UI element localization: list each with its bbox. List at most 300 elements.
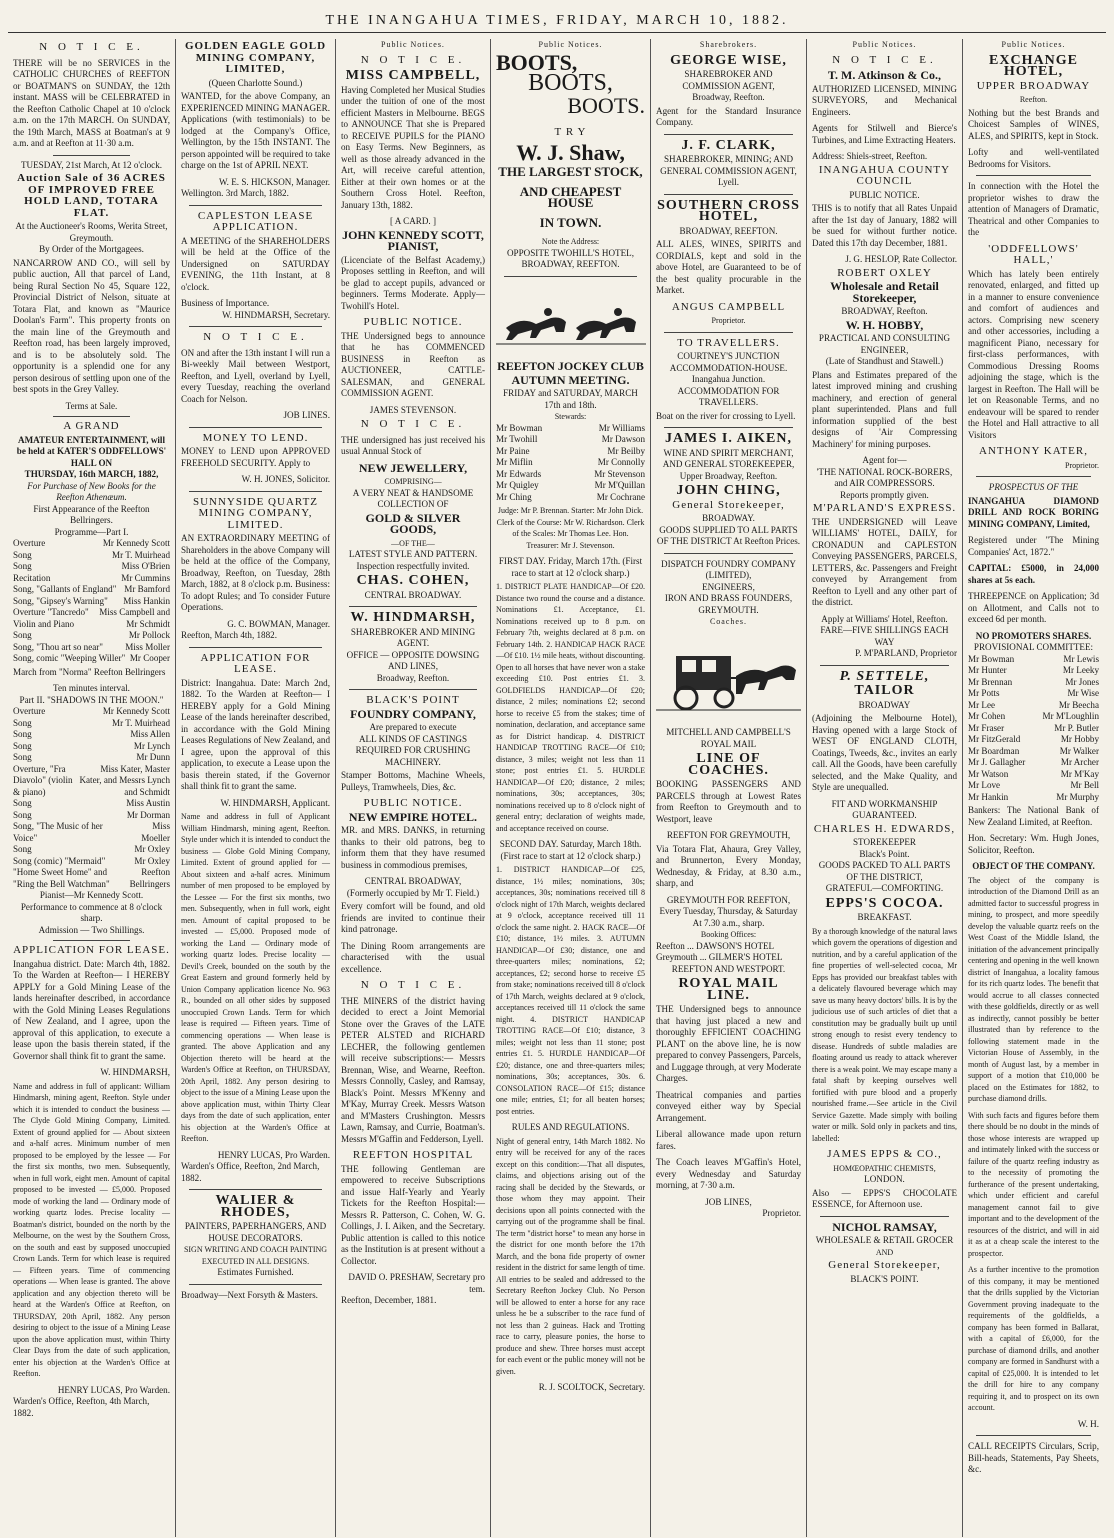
first-appearance: First Appearance of the Reefton Bellringers.: [33, 503, 150, 525]
no-promoters: NO PROMOTERS SHARES.: [975, 630, 1092, 641]
nancarrow-notice: NANCARROW AND CO., will sell by public auction, All that parcel of Land, being Rural Section No 45, Square 122, Provincial District of Nelson, situate at Totara Flat, and known as "Maurice Doolan's Farm". This property fronts on the main line of the Greymouth and Reefton road, has been largely improved, and is to be absolutely sold. The opportunity is a splendid one for any person desirous of settling upon one of the best spots in the Grey Valley.: [13, 257, 170, 394]
officials: Judge: Mr P. Brennan. Starter: Mr John Dick. Clerk of the Course: Mr W. Richardson. Clerk of the Scales: Mr Thomas Lee. Hon. Treasurer: Mr J. Stevenson.: [496, 506, 645, 550]
programme-item: [13, 550, 170, 562]
steward-row-left: Mr Bowman: [496, 422, 543, 433]
golden-eagle-text: WANTED, for the above Company, an EXPERIENCED MINING MANAGER. Applications (with testimonials) to be lodged at the Company's Office, Wellington, by the 15th INSTANT. The person appointed will be required to take charge on the 1st of APRIL NEXT.: [181, 91, 330, 170]
golden-eagle-heading: GOLDEN EAGLE GOLD MINING COMPANY, LIMITED,: [184, 40, 327, 75]
jockey-club: REEFTON JOCKEY CLUB: [497, 359, 644, 373]
lease-application-text: Inangahua district. Date: March 4th, 1882. To the Warden at Reefton— I HEREBY APPLY for a Gold Mining Lease of the lands hereinafter described, in accordance with the Gold Mining Leases Regulations of New Zealand, and I agree, upon the approval of this application, to execute a lease upon the basis therein stated, if the Governor shall think fit to grant the same.: [13, 958, 170, 1061]
programme-item: [13, 741, 170, 753]
new-empire-hotel: NEW EMPIRE HOTEL.: [348, 809, 478, 824]
committee-row-left: Mr Fraser: [968, 722, 1005, 733]
steward-row-right: Mr Stevenson: [594, 468, 645, 479]
programme-item-right: Mr Dunn: [136, 752, 170, 762]
theatrical: Theatrical companies and parties conveyed either way by Special Arrangement.: [656, 1089, 801, 1123]
provisional-committee: PROVISIONAL COMMITTEE:: [973, 642, 1094, 652]
steward-row-left: Mr Paine: [496, 445, 530, 456]
programme-item-left: Song, "Gallants of England": [13, 584, 117, 594]
royal-mail-text: THE Undersigned begs to announce that having just placed a new and thoroughly EFFICIENT COACHING PLANT on the above line, he is now prepared to convey Passengers, Parcels, and Luggage through, at very Moderate Charges.: [656, 1004, 801, 1083]
programme-item-left: Overture "Tancredo" Violin and Piano: [13, 607, 89, 629]
booking-offices: Booking Offices:: [700, 930, 757, 939]
autumn-meeting: AUTUMN MEETING.: [511, 372, 630, 387]
clark-text: SHAREBROKER, MINING; AND GENERAL COMMISSION AGENT,: [660, 154, 797, 176]
nothing-but-best: Nothing but the best Brands and Choicest Samples of WINES, ALES, and SPIRITS, kept in Stock.: [968, 107, 1099, 141]
programme-item: [13, 573, 170, 585]
steward-row: [496, 492, 645, 504]
scoltock: R. J. SCOLTOCK, Secretary.: [538, 1382, 645, 1392]
committee-row: [968, 688, 1099, 700]
programme-item: [13, 607, 170, 630]
heslop: J. G. HESLOP, Rate Collector.: [845, 254, 957, 264]
reefton-westport: REEFTON AND WESTPORT.: [671, 963, 786, 974]
goods-supplied: GOODS SUPPLIED TO ALL PARTS OF THE DISTRICT At Reefton Prices.: [656, 524, 801, 546]
oxley-address: BROADWAY, Reefton.: [841, 306, 928, 316]
latest-style: LATEST STYLE AND PATTERN.: [348, 549, 478, 559]
boots-3: BOOTS.: [567, 92, 645, 118]
app-lease-text: District: Inangahua. Date: March 2nd, 1882. To the Warden at Reefton— I HEREBY apply for a Gold Mining Lease of the lands hereinafter described, in accordance with the Gold Mining Leases Regulations of New Zealand, and I agree, upon the approval of this application, to execute a Lease upon the basis therein stated, if the Governor shall think fit to grant the same.: [181, 677, 330, 791]
to-travellers: TO TRAVELLERS.: [677, 336, 780, 349]
ching-text: General Storekeeper,: [672, 498, 785, 511]
atkinson-text: AUTHORIZED LICENSED, MINING SURVEYORS, and Mechanical Engineers.: [812, 83, 957, 117]
committee-row-right: Mr Bell: [1070, 780, 1099, 790]
lyell: Lyell.: [718, 177, 739, 187]
notice-2: N O T I C E.: [360, 418, 466, 430]
steward-row: [496, 457, 645, 469]
southern-cross-text: ALL ALES, WINES, SPIRITS and CORDIALS, kept and sold in the above Hotel, are Guaranteed to be of the best quality procurable in the Market.: [656, 239, 801, 295]
field: (Formerly occupied by Mr T. Field.): [346, 887, 480, 898]
steward-row-right: Mr Dawson: [601, 434, 645, 444]
greymouth: GREYMOUTH.: [698, 604, 759, 615]
tailor: TAILOR: [854, 683, 915, 698]
committee-row-left: Mr J. Gallagher: [968, 757, 1026, 767]
programme-list-1: [13, 538, 170, 665]
committee-row: [968, 780, 1099, 792]
accommodation: ACCOMMODATION FOR TRAVELLERS.: [677, 385, 780, 407]
march-norma: March from "Norma" Reefton Bellringers: [13, 666, 166, 677]
bedrooms: Lofty and well-ventilated Bedrooms for Visitors.: [968, 147, 1099, 169]
coach-leaves: The Coach leaves M'Gaffin's Hotel, every Wednesday and Saturday morning, at 7·30 a.m.: [656, 1157, 801, 1190]
central-broadway: CENTRAL BROADWAY,: [364, 876, 462, 886]
column-7: [963, 39, 1104, 1537]
wise-agent: Agent for the Standard Insurance Company.: [656, 105, 801, 127]
booking-text: BOOKING PASSENGERS AND PARCELS through at Lowest Rates from Reefton to Greymouth and to Westport, leave: [656, 779, 801, 824]
object-title: OBJECT OF THE COMPANY.: [972, 861, 1095, 871]
programme-item-right: Mr Oxley: [134, 855, 170, 866]
committee-row-right: Mr Lewis: [1063, 653, 1099, 664]
danks-text: MR. and MRS. DANKS, in returning thanks to their old patrons, beg to inform them that they have resumed business in commodious premises,: [341, 825, 485, 870]
programme-item-right: Mr Dorman: [126, 809, 170, 820]
programme-item: [13, 538, 170, 550]
boots-2: BOOTS,: [528, 70, 613, 96]
office-reefton: Reefton ... DAWSON'S HOTEL: [656, 940, 775, 951]
hon-secretary: Hon. Secretary: Wm. Hugh Jones, Solicitor, Reefton.: [968, 833, 1099, 855]
new-jewellery: NEW JEWELLERY,: [358, 460, 468, 475]
programme-item-right: Miss O'Brien: [121, 561, 170, 571]
programme-item-left: Song, "Thou art so near": [13, 641, 104, 652]
breakfast: BREAKFAST.: [857, 912, 912, 922]
anthony-kater: ANTHONY KATER,: [979, 445, 1088, 457]
programme-item: [13, 867, 170, 890]
steward-row-left: Mr Edwards: [496, 468, 542, 479]
catholic-notice: THERE will be no SERVICES in the CATHOLIC CHURCHES of REEFTON or BOATMAN'S on SUNDAY, the 12th instant. MASS will be CELEBRATED in the Reefton Catholic Chapel at 10 o'clock a.m. on the 17th MARCH. On SUNDAY, the 19th March, MASS at Boatman's at 9 a.m. and at Reefton at 11·30 a.m.: [13, 57, 170, 148]
programme-item-right: Mr T. Muirhead: [111, 717, 170, 728]
shaw-address: OPPOSITE TWOHILL'S HOTEL, BROADWAY, REEFTON.: [506, 247, 634, 269]
programme-item-right: Mr Pollock: [128, 630, 170, 640]
amateur-entertainment: AMATEUR ENTERTAINMENT, will be held at KATER'S ODDFELLOWS' HALL ON: [16, 434, 167, 468]
terms-at-sale: Terms at Sale.: [65, 400, 118, 411]
upper-broadway: UPPER BROADWAY: [976, 79, 1091, 92]
steward-row: [496, 480, 645, 492]
admission: Admission — Two Shillings.: [38, 924, 145, 935]
rates-text: THIS is to notify that all Rates Unpaid after the 1st day of January, 1882 will be sued for without further notice. Dated this 17th day December, 1881.: [812, 203, 957, 248]
stewards-title: Stewards:: [554, 412, 587, 421]
general-storekeeper: General Storekeeper,: [828, 1259, 941, 1271]
notice-title: N O T I C E.: [39, 41, 144, 53]
steward-row-right: Mr Williams: [598, 422, 645, 433]
ramsay-text: WHOLESALE & RETAIL GROCER: [815, 1235, 954, 1245]
blacks-point: BLACK'S POINT: [366, 694, 460, 706]
committee-row-left: Mr FitzGerald: [968, 734, 1021, 744]
entertainment-date: THURSDAY, 16th MARCH, 1882,: [24, 469, 159, 479]
public-notice: PUBLIC NOTICE.: [363, 316, 463, 328]
walier-rhodes: WALIER & RHODES,: [215, 1193, 296, 1220]
settele-address: BROADWAY: [858, 699, 911, 710]
money-text: MONEY to LEND upon APPROVED FREEHOLD SECURITY. Apply to: [181, 446, 330, 468]
settele-text: (Adjoining the Melbourne Hotel), Having opened with a large Stock of WEST OF ENGLAND CLOTH, Coatings, Tweeds, &c., invites an early call. All the Goods, have been carefully selected, and the Make Quality, and Style are unequalled.: [812, 713, 957, 792]
turbine-agents: Agents for Stilwell and Bierce's Turbines, and Lime Extracting Heaters.: [812, 123, 957, 145]
preshaw: DAVID O. PRESHAW, Secretary pro tem.: [348, 1272, 485, 1294]
column-4: [491, 39, 651, 1537]
programme-item-right: Miss Allen: [130, 729, 170, 739]
notice-title: N O T I C E.: [360, 53, 466, 66]
bankers: Bankers: The National Bank of New Zealand Limited, at Reefton.: [968, 805, 1099, 827]
committee-row: [968, 700, 1099, 712]
programme-item-left: Overture: [13, 706, 46, 716]
programme-item-left: Song: [13, 844, 32, 854]
wholesale-retail: Wholesale and Retail Storekeeper,: [830, 279, 939, 305]
second-day: SECOND DAY. Saturday, March 18th. (First race to start at 12 o'clock sharp.): [499, 839, 642, 861]
boat: Boat on the river for crossing to Lyell.: [656, 410, 796, 421]
programme-item-left: Song: [13, 740, 32, 751]
public-notice: PUBLIC NOTICE.: [849, 189, 920, 200]
robert-oxley: ROBERT OXLEY: [837, 266, 932, 279]
programme-item-left: Song: [13, 717, 32, 728]
committee-row: [968, 792, 1099, 804]
column-1: [8, 39, 176, 1537]
epps-cocoa: EPPS'S COCOA.: [825, 895, 944, 911]
public-notice-2: PUBLIC NOTICE.: [363, 797, 463, 809]
object-more: With such facts and figures before them there should be no doubt in the minds of those whose interests are wrapped up and intimately linked with the success or failure of the quartz reefing industry as to the necessity of promoting the furtherance of the present undertaking, which under efficient and careful management cannot fail to give important and to the development of the resources of the district, and will in aid it as at a cheap scale the interest to the prospector.: [968, 1110, 1099, 1258]
inspection: Inspection respectfully invited.: [356, 560, 470, 571]
lease-details: Name and address in full of applicant: William Hindmarsh, mining agent, Reefton. Style under which it is intended to conduct the business — The Clyde Gold Mining Company, Limited. Extent of ground applied for — About sixteen and a-half acres. Minimum number of men proposed to be employed by the lessee — For the first six months, two men. Subsequently, when in full work, eight men. Amount of capital proposed to be invested — £5,000. Proposed mode of working the land — Ordinary mode of working quartz lodes. Precise locality — Boatman's district, bounded on the north by the Melbourne, on the west by the Southern Cross, on the south and east by supposed unoccupied Crown Lands. Term for which lease is required — Fifteen years. Time of commencing operations — When lease is granted. The above application and any objection thereto will be heard at the Warden's Office at Reefton, on THURSDAY, 20th April, 1882. Any person desiring to object to the issue of a Mining Lease upon the above application must, within Thirty Clear Days from the date of such application, enter his objection at the Warden's Office at Reefton.: [13, 1081, 170, 1378]
programme-item-right: Miss Kater, Master Kater, and Messrs Lynch and Schmidt: [79, 763, 170, 797]
masthead: THE INANGAHUA TIMES, FRIDAY, MARCH 10, 1882.: [8, 10, 1106, 33]
steward-row-left: Mr Ching: [496, 491, 532, 502]
committee-row-left: Mr Hunter: [968, 665, 1007, 675]
oddfellows-hall: 'ODDFELLOWS' HALL,': [988, 242, 1079, 266]
fare: FARE—FIVE SHILLINGS EACH WAY: [820, 625, 949, 647]
programme-item-right: Mr Oxley: [134, 844, 170, 854]
committee-row: [968, 677, 1099, 689]
programme-item-left: Song: [13, 798, 32, 808]
steward-row: [496, 423, 645, 435]
grand-heading: A GRAND: [63, 420, 120, 432]
comprising: COMPRISING—: [384, 477, 442, 486]
programme-item-right: Mr Kennedy Scott: [102, 706, 170, 716]
programme-item: [13, 653, 170, 665]
hindmarsh-office: OFFICE — OPPOSITE DOWSING AND LINES,: [346, 649, 480, 671]
epps-also: Also — EPPS'S CHOCOLATE ESSENCE, for Afternoon use.: [812, 1187, 957, 1209]
steward-row-right: Mr M'Quillan: [594, 480, 645, 490]
column-header: Public Notices.: [381, 40, 445, 49]
stewards-list: [496, 423, 645, 504]
committee-row-right: Mr Hobby: [1060, 734, 1099, 744]
committee-row-right: Mr P. Butler: [1054, 722, 1099, 733]
reefton-hospital: REEFTON HOSPITAL: [352, 1149, 474, 1161]
coach-illustration: [656, 638, 801, 718]
steward-row-left: Mr Miflin: [496, 457, 533, 467]
walier-text: PAINTERS, PAPERHANGERS, AND HOUSE DECORATORS.: [184, 1221, 327, 1243]
committee-row: [968, 723, 1099, 735]
epps-text: By a thorough knowledge of the natural laws which govern the operations of digestion and nutrition, and by a careful application of the fine properties of well-selected cocoa, Mr Epps has provided our breakfast tables with a delicately flavoured beverage which may save us many heavy doctors' bills. It is by the judicious use of such articles of diet that a constitution may be gradually built up until strong enough to resist every tendency to disease. Hundreds of subtle maladies are floating around us ready to attack wherever there is a weak point. We may escape many a fatal shaft by keeping ourselves well fortified with pure blood and a properly nourished frame.—See article in the Civil Service Gazette. Made simply with boiling water or milk. Sold only in packets and tins, labelled:: [812, 926, 957, 1143]
hindmarsh-heading: W. HINDMARSH,: [350, 610, 476, 625]
programme-part-1: Programme—Part I.: [54, 526, 129, 537]
express-text: THE UNDERSIGNED will Leave WILLIAMS' HOTEL, DAILY, for CRONADUN and CAPLESTON Conveying PASSENGERS, PARCELS, LETTERS, &c. Passengers and Freight conveyed by Arrangement from Reefton to Lyell and any other part of the district.: [812, 516, 957, 607]
courtney-junction: COURTNEY'S JUNCTION ACCOMMODATION-HOUSE.: [669, 351, 788, 373]
sunnyside-text: AN EXTRAORDINARY MEETING of Shareholders in the above Company will be held at the office of the Company, Broadway, Reefton, on Tuesday, 28th March, 1882, at 8 o'clock p.m. Business: To adopt Rules; and To consider Future Operations.: [181, 533, 330, 612]
programme-part-2: Part II. "SHADOWS IN THE MOON.": [19, 694, 164, 705]
iron-founders: IRON AND BRASS FOUNDERS,: [664, 593, 793, 603]
ching-address: BROADWAY.: [702, 513, 755, 523]
notice-title: N O T I C E.: [832, 53, 937, 66]
reefton-december: Reefton, December, 1881.: [341, 1295, 437, 1305]
hospital-text: THE following Gentleman are empowered to receive Subscriptions and issue Half-Yearly and Yearly Tickets for the Reefton Hospital:— Messrs R. Patterson, C. Cohen, W. G. Collings, J. I. Aiken, and the Secretary. Public attention is called to this notice as the Institution is at present without a Collector.: [341, 1163, 485, 1266]
of-the: —OF THE—: [391, 538, 435, 548]
engineers: ENGINEERS,: [702, 581, 755, 592]
committee-row-left: Mr Cohen: [968, 711, 1006, 721]
committee-row: [968, 665, 1099, 677]
committee-row-left: Mr Lee: [968, 699, 996, 710]
atkinson-address: Address: Shiels-street, Reefton.: [812, 151, 928, 161]
notice-3: N O T I C E.: [360, 979, 466, 991]
performance-time: Performance to commence at 8 o'clock sharp.: [20, 901, 163, 923]
national-rock-borers: 'THE NATIONAL ROCK-BORERS, and AIR COMPRESSORS.: [816, 466, 953, 488]
column-header: Sharebrokers.: [699, 40, 758, 49]
kater-proprietor: Proprietor.: [1065, 460, 1099, 470]
programme-item: [13, 718, 170, 730]
reefton-for-greymouth: REEFTON FOR GREYMOUTH,: [666, 830, 791, 840]
homeopathic: HOMŒOPATHIC CHEMISTS,: [833, 1163, 936, 1173]
aiken-text: WINE AND SPIRIT MERCHANT, AND GENERAL STOREKEEPER,: [662, 447, 795, 469]
liberal: Liberal allowance made upon return fares.: [656, 1129, 801, 1151]
hindmarsh-applicant: W. HINDMARSH, Applicant.: [220, 797, 330, 808]
programme-item: [13, 596, 170, 608]
lease-application-title: APPLICATION FOR LEASE.: [13, 944, 170, 956]
london: LONDON.: [864, 1174, 905, 1184]
committee-list: [968, 654, 1099, 804]
blacks-point-2: BLACK'S POINT.: [850, 1273, 919, 1284]
races-day-2: 1. DISTRICT HANDICAP—Of £25, distance, 1½ miles; nominations, 30s; acceptances, 30s; nominations received till 8 o'clock night of 17th March, weights declared at 9 o'clock, acceptance received till 11 o'clock the same night. 2. HACK RACE—Of £10; distance, 1½ miles. 3. AUTUMN HANDICAP—Of £30; distance, one and three-quarters miles; nominations, £2; acceptances, £2; second horse to receive £5 from stake; nominations received till 8 o'clock of 17th March, weights declared at 9 o'clock, acceptances received till 11 o'clock the same night. 4. DISTRICT HANDICAP TROTTING RACE—Of £10; distance, 3 miles; weight not less than 11 stone; post entries £1. 5. HURDLE HANDICAP—Of £20; distance, one and three-quarters miles; nominations, 30s; acceptances, 30s. 6. CONSOLATION RACE—Of £15; distance one mile; entries, £1; for all beaten horses; post entries.: [496, 865, 645, 1116]
column-6: [807, 39, 963, 1537]
largest-stock: THE LARGEST STOCK,: [498, 164, 643, 179]
committee-row-right: Mr Leeky: [1062, 665, 1099, 675]
entertainment-purpose: For Purchase of New Books for the Reefton Athenæum.: [27, 480, 156, 502]
mitchell-campbell: MITCHELL AND CAMPBELL'S ROYAL MAIL: [666, 727, 791, 749]
committee-row: [968, 734, 1099, 746]
programme-item: [13, 642, 170, 654]
scott-text: (Licenciate of the Belfast Academy,) Proposes settling in Reefton, and will be glad to accept pupils, advanced or beginners. Terms Moderate. Apply—Twohill's Hotel.: [341, 254, 485, 311]
sign-writing: SIGN WRITING AND COACH PAINTING EXECUTED IN ALL DESIGNS.: [183, 1245, 328, 1266]
county-council: INANGAHUA COUNTY COUNCIL: [818, 163, 951, 187]
committee-row-right: Mr M'Loughlin: [1042, 711, 1099, 721]
committee-row: [968, 711, 1099, 723]
programme-item-left: Song, comic "Weeping Willer": [13, 653, 126, 663]
mparland-express: M'PARLAND'S EXPRESS.: [812, 502, 957, 514]
in-town: IN TOWN.: [539, 214, 602, 230]
programme-item-right: Mr Cooper: [129, 653, 170, 663]
capleston-heading: CAPLESTON LEASE APPLICATION.: [197, 209, 314, 233]
committee-row: [968, 757, 1099, 769]
assortment: A VERY NEAT & HANDSOME COLLECTION OF: [352, 487, 474, 509]
apply-williams: Apply at Williams' Hotel, Reefton.: [821, 613, 948, 624]
committee-row-right: Mr M'Kay: [1060, 768, 1099, 779]
programme-item: [13, 798, 170, 810]
greymouth-for-reefton: GREYMOUTH FOR REEFTON,: [666, 894, 791, 905]
aiken-heading: JAMES I. AIKEN,: [664, 431, 793, 446]
programme-item: [13, 764, 170, 799]
programme-item-left: Song: [13, 561, 32, 571]
wh-signature: W. H.: [1077, 1418, 1099, 1429]
job-lines: JOB LINES.: [283, 410, 330, 420]
angus-campbell: ANGUS CAMPBELL: [671, 300, 786, 313]
steward-row-right: Mr Connolly: [597, 457, 645, 467]
hindmarsh-address: Broadway, Reefton.: [376, 672, 450, 683]
southern-cross-address: BROADWAY, REEFTON.: [679, 225, 778, 236]
registered: Registered under "The Mining Companies' Act, 1872.": [968, 535, 1099, 557]
estimates: Estimates Furnished.: [217, 1267, 294, 1277]
programme-item-left: Recitation: [13, 572, 51, 583]
steward-row: [496, 446, 645, 458]
atkinson: T. M. Atkinson & Co.,: [827, 68, 942, 82]
goods-packed: GOODS PACKED TO ALL PARTS OF THE DISTRICT,: [818, 860, 951, 882]
column-header: Public Notices.: [538, 40, 603, 49]
committee-row-left: Mr Boardman: [968, 745, 1020, 756]
hall-more: Which has lately been entirely renovated, enlarged, and fitted up in a manner to ensure convenience and comfort of audiences and actors. Comprising new scenery and other accessories, including a magnificent Piano, necessary for first-class performances, with Commodious Dressing Rooms adjoining the stage, which is the largest in Reefton. The Hall will be let on Reasonable Terms, and no endeavour will be spared to render the Hotel and Hall attractive to all Visitors: [968, 268, 1099, 440]
programme-item-left: Song: [13, 809, 32, 820]
cohen-address: CENTRAL BROADWAY.: [364, 589, 462, 600]
programme-item: [13, 584, 170, 596]
programme-item-right: Miss Moeller: [141, 821, 170, 843]
programme-item-right: Mr Kennedy Scott: [102, 538, 170, 548]
programme-item-left: "Home Sweet Home" and "Ring the Bell Watchman": [13, 867, 110, 889]
agent-for: Agent for—: [862, 455, 907, 465]
programme-item-right: Mr T. Muirhead: [111, 549, 170, 560]
gold-silver-goods: GOLD & SILVER GOODS,: [365, 510, 461, 536]
steward-row-left: Mr Twohill: [496, 434, 538, 444]
programme-item: [13, 810, 170, 822]
mail-notice-title: N O T I C E.: [203, 331, 308, 343]
steward-row-right: Mr Beilby: [607, 445, 645, 456]
programme-item-right: Miss Austin: [126, 798, 170, 808]
programme-item-left: Song: [13, 729, 32, 739]
object-text: The object of the company is introduction of the Diamond Drill as an admitted factor to successful progress in mining, to prospect, and more speedily develop the valuable quartz reefs on the West Coast of the Middle Island, the initiation of the advancement principally centering and opening in the well known district of Inangahua, a locality famous for its rich quartz lodes. The benefit that would accrue to all classes connected with these goldfields, directly or as well as indirectly, cannot possibly be better illustrated than by reference to the following statement made in the Victorian House of Assembly, in the month of August last, by a member in support of a motion that £10,000 be placed on the Estimates for 1882, to purchase diamond drills.: [968, 875, 1099, 1103]
race-dates: FRIDAY and SATURDAY, MARCH 17th and 18th.: [503, 388, 638, 410]
programme-item-right: Miss Hankin: [123, 595, 170, 606]
campbell-text: Having Completed her Musical Studies under the tuition of one of the most efficient Masters in Melbourne. BEGS to ANNOUNCE That she is Prepared to RECEIVE PUPILS for the PIANO on Easy Terms. New Beginners, as well as those already advanced in the Art, will receive careful attention, Either at their own homes or at the Southern Cross Hotel. Reefton, January 13th, 1882.: [341, 84, 485, 210]
capleston-text: A MEETING of the SHAREHOLDERS will be held at the Office of the Undersigned on SATURDAY EVENING, the 11th Instant, at 8 o'clock.: [181, 235, 330, 292]
steward-row-right: Mr Cochrane: [596, 491, 645, 502]
pianist: Pianist—Mr Kennedy Scott.: [39, 890, 144, 900]
bowman-manager: G. C. BOWMAN, Manager.: [227, 618, 330, 629]
southern-cross-hotel: SOUTHERN CROSS HOTEL,: [657, 197, 800, 224]
column-5: [651, 39, 807, 1537]
call-receipts: CALL RECEIPTS Circulars, Scrip, Bill-heads, Statements, Pay Sheets, &c.: [968, 1441, 1099, 1474]
hobby: W. H. HOBBY,: [845, 317, 924, 332]
via-text: Via Totara Flat, Ahaura, Grey Valley, and Brunnerton, Every Monday, Wednesday, & Friday, at 8.30 a.m., sharp, and: [656, 843, 801, 888]
job-lines: JOB LINES,: [705, 1196, 752, 1207]
nichol-ramsay: NICHOL RAMSAY,: [832, 1219, 937, 1234]
fit-guaranteed: FIT AND WORKMANSHIP GUARANTEED.: [831, 798, 938, 820]
and: AND: [875, 1247, 894, 1257]
programme-item: [13, 844, 170, 856]
clark-heading: J. F. CLARK,: [681, 137, 776, 153]
capital: CAPITAL: £5000, in 24,000 shares at 5s each.: [968, 563, 1099, 585]
proprietor: Proprietor.: [711, 316, 746, 325]
card: [ A CARD. ]: [390, 216, 436, 226]
programme-item: [13, 752, 170, 764]
programme-item-left: Song: [13, 752, 32, 762]
aiken-address: Upper Broadway, Reefton.: [679, 470, 778, 481]
committee-row-left: Mr Hankin: [968, 791, 1009, 802]
coaches-header: Coaches.: [709, 617, 748, 626]
steward-row: [496, 434, 645, 446]
committee-row: [968, 654, 1099, 666]
stevenson: JAMES STEVENSON.: [369, 404, 457, 415]
reefton-date: Reefton, March 4th, 1882.: [181, 630, 277, 640]
committee-row-left: Mr Watson: [968, 768, 1009, 779]
racehorse-illustration: [496, 288, 646, 350]
committee-row-left: Mr Love: [968, 780, 1001, 790]
programme-item-right: Mr Lynch: [133, 740, 170, 751]
app-lease-heading: APPLICATION FOR LEASE.: [200, 651, 311, 675]
boots-1: BOOTS,: [496, 49, 578, 75]
reefton: Reefton.: [1019, 95, 1048, 104]
settele: P. SETTELE,: [839, 668, 930, 684]
reports: Reports promptly given.: [840, 489, 929, 500]
pro-warden: HENRY LUCAS, Pro Warden.: [57, 1384, 170, 1395]
storekeeper: STOREKEEPER: [853, 837, 916, 847]
steward-row-left: Mr Quigley: [496, 480, 539, 490]
scott-heading: JOHN KENNEDY SCOTT, PIANIST,: [342, 227, 484, 253]
edwards: CHARLES H. EDWARDS,: [813, 822, 956, 835]
castings: ALL KINDS OF CASTINGS REQUIRED FOR CRUSHING MACHINERY.: [355, 733, 471, 767]
wellington-date: Wellington. 3rd March, 1882.: [181, 188, 289, 198]
programme-item-right: Mr Cummins: [121, 572, 170, 583]
committee-row-right: Mr Jones: [1065, 676, 1099, 687]
column-header: Public Notices.: [1001, 40, 1066, 49]
business-importance: Business of Importance.: [181, 298, 270, 308]
wise-heading: GEORGE WISE,: [670, 52, 787, 68]
dispatch-foundry: DISPATCH FOUNDRY COMPANY (LIMITED),: [661, 558, 796, 580]
programme-item-left: Song (comic) "Mermaid": [13, 855, 106, 866]
blacks-point: Black's Point.: [859, 848, 910, 859]
first-day: FIRST DAY. Friday, March 17th. (First race to start at 12 o'clock sharp.): [498, 556, 643, 578]
programme-item-left: Overture, "Fra Diavolo" (violin & piano): [13, 763, 73, 797]
committee-row-right: Mr Murphy: [1056, 791, 1099, 802]
royal-mail-line: ROYAL MAIL LINE.: [678, 976, 779, 1003]
wardens-office-2: Warden's Office, Reefton, 2nd March, 1882.: [181, 1161, 320, 1183]
interval: Ten minutes interval.: [53, 683, 130, 693]
